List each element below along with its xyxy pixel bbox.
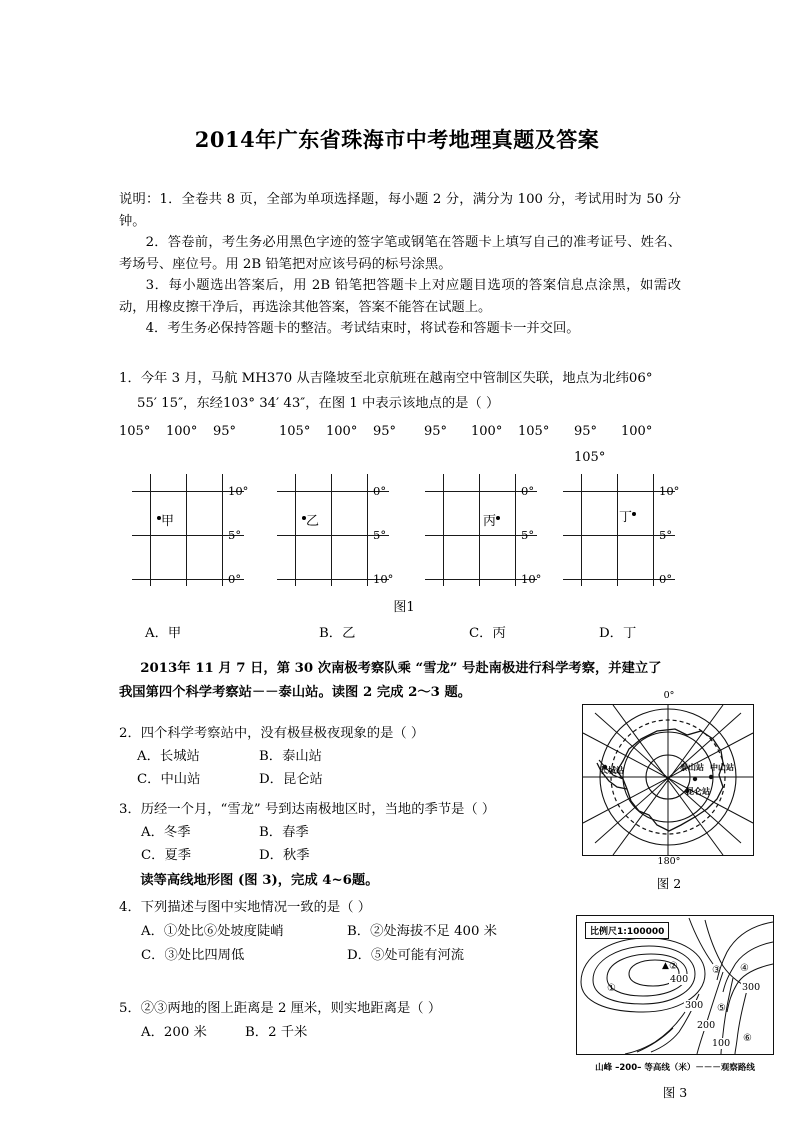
grid-box-jia (132, 474, 249, 586)
question-2-option-b[interactable]: B．泰山站 (259, 749, 322, 764)
question-1-stem (119, 366, 685, 416)
grid-vline (617, 474, 618, 586)
question-4-option-row-1 (119, 920, 579, 944)
grid-vline (653, 474, 654, 586)
page-title: 2014年广东省珠海市中考地理真题及答案 (194, 127, 600, 152)
degree-value: 105° (119, 424, 151, 439)
grid-label: 0° (521, 484, 535, 498)
station-dot-taishan (693, 777, 697, 781)
contour-label-300-left: 300 (685, 1000, 704, 1011)
grid-point-bing (483, 510, 500, 529)
question-3-option-row-1 (119, 821, 559, 844)
grid-vline (515, 474, 516, 586)
question-5-option-b[interactable]: B．2 千米 (245, 1025, 308, 1040)
question-4-option-a[interactable]: A．①处比⑥处坡度陡峭 (141, 924, 284, 939)
grid-point-label: 甲 (161, 514, 175, 529)
question-1-option-b[interactable]: B．乙 (319, 626, 356, 641)
instruction-line-1: 说明：1．全卷共 8 页，全部为单项选择题，每小题 2 分，满分为 100 分，考试用时为 50 分钟。 (119, 192, 681, 229)
question-3-option-a[interactable]: A．冬季 (141, 825, 191, 840)
point-marker-6: ⑥ (743, 1033, 752, 1044)
question-2-option-row-2 (119, 768, 559, 791)
question-1-degree-row (119, 419, 689, 471)
question-3 (119, 798, 559, 867)
figure-3-caption: 图 3 (662, 1085, 688, 1100)
grid-label: 0° (228, 572, 242, 586)
degree-value: 95° (373, 424, 397, 439)
grid-box-ding (563, 474, 680, 586)
grid-point-jia (157, 510, 174, 529)
degree-group-2 (279, 419, 424, 445)
grid-vline (150, 474, 151, 586)
degree-value: 100° (166, 424, 198, 439)
degree-value: 105° (574, 450, 606, 465)
question-1-option-a[interactable]: A．甲 (145, 626, 182, 641)
grid-point-label: 乙 (306, 514, 320, 529)
question-2 (119, 722, 559, 791)
question-2-option-c[interactable]: C．中山站 (137, 772, 201, 787)
figure-3 (576, 915, 776, 1115)
question-4-option-b[interactable]: B．②处海拔不足 400 米 (347, 924, 497, 939)
station-label-zhongshan: 中山站 (710, 763, 734, 772)
degree-value: 95° (424, 424, 448, 439)
question-5-option-row-1 (119, 1021, 579, 1045)
question-5 (119, 997, 579, 1045)
question-3-option-b[interactable]: B．春季 (259, 825, 309, 840)
grid-point-yi (302, 510, 319, 529)
contour-label-200: 200 (697, 1020, 716, 1031)
question-2-stem: 2．四个科学考察站中，没有极昼极夜现象的是（ ） (119, 726, 425, 741)
peak-symbol-icon: ▲ (662, 961, 669, 971)
degree-value: 100° (621, 424, 653, 439)
point-marker-2: ② (669, 961, 678, 972)
grid-label: 10° (373, 572, 394, 586)
grid-label: 0° (659, 572, 673, 586)
scale-box: 比例尺1:100000 (585, 922, 669, 939)
station-label-changcheng: 长城站 (600, 766, 624, 775)
question-1-stem-line-1: 1．今年 3 月，马航 MH370 从吉隆坡至北京航班在越南空中管制区失联，地点为北纬06° (119, 371, 653, 386)
figure-2-bottom-label: 180° (657, 856, 681, 867)
grid-box-bing (425, 474, 542, 586)
grid-vline (222, 474, 223, 586)
point-marker-4: ④ (740, 963, 749, 974)
point-marker-1: ① (607, 983, 616, 994)
grid-vline (581, 474, 582, 586)
question-3-stem: 3．历经一个月，“雪龙” 号到达南极地区时，当地的季节是（ ） (119, 802, 496, 817)
grid-box-yi (277, 474, 394, 586)
grid-label: 5° (659, 528, 673, 542)
degree-value: 100° (471, 424, 503, 439)
grid-point-label: 丁 (619, 510, 633, 525)
figure-2-map-frame (582, 704, 754, 856)
instruction-line-2: 2．答卷前，考生务必用黑色字迹的签字笔或钢笔在答题卡上填写自己的准考证号、姓名、考场号、座位号。用 2B 铅笔把对应该号码的标号涂黑。 (119, 235, 681, 272)
question-5-stem: 5．②③两地的图上距离是 2 厘米，则实地距离是（ ） (119, 1001, 442, 1016)
question-1-option-d[interactable]: D．丁 (599, 626, 637, 641)
point-marker-3: ③ (712, 965, 721, 976)
point-dot-icon (632, 512, 636, 516)
instruction-line-4: 4．考生务必保持答题卡的整洁。考试结束时，将试卷和答题卡一并交回。 (145, 321, 580, 336)
degree-value: 95° (213, 424, 237, 439)
degree-group-3 (424, 419, 574, 445)
question-1-stem-line-2: 55′ 15″，东经103° 34′ 43″，在图 1 中表示该地点的是（ ） (137, 396, 500, 411)
antarctic-intro-line-1: 2013年 11 月 7 日，第 30 次南极考察队乘 “雪龙” 号赴南极进行科学考察，并建立了 (140, 661, 662, 676)
question-2-option-row-1 (119, 745, 559, 768)
question-1-option-c[interactable]: C．丙 (469, 626, 506, 641)
question-3-option-d[interactable]: D．秋季 (259, 848, 310, 863)
station-dot-zhongshan (709, 775, 713, 779)
question-4-option-row-2 (119, 944, 579, 968)
contour-label-100: 100 (712, 1038, 731, 1049)
grid-point-ding (619, 506, 636, 525)
question-2-option-d[interactable]: D．昆仑站 (259, 772, 323, 787)
grid-label: 10° (659, 484, 680, 498)
contour-label-300-right: 300 (742, 982, 761, 993)
question-3-option-c[interactable]: C．夏季 (141, 848, 192, 863)
degree-value: 105° (518, 424, 550, 439)
antarctic-intro-line-2: 我国第四个科学考察站－－泰山站。读图 2 完成 2～3 题。 (119, 685, 472, 700)
station-label-kunlun: 昆仑站 (686, 787, 710, 796)
degree-group-4 (574, 419, 684, 471)
antarctic-map-svg (583, 705, 753, 855)
grid-vline (331, 474, 332, 586)
grid-label: 0° (373, 484, 387, 498)
degree-value: 100° (326, 424, 358, 439)
grid-label: 10° (228, 484, 249, 498)
question-3-option-row-2 (119, 844, 559, 867)
grid-point-label: 丙 (483, 514, 497, 529)
figure-2-caption: 图 2 (656, 876, 682, 891)
figure-3-legend: 山峰 –200– 等高线（米）－－－观察路线 (595, 1063, 755, 1073)
figure-3-map-frame (576, 915, 774, 1055)
question-4 (119, 896, 579, 968)
degree-value: 95° (574, 424, 598, 439)
grid-vline (479, 474, 480, 586)
question-4-stem: 4．下列描述与图中实地情况一致的是（ ） (119, 900, 372, 915)
point-dot-icon (496, 516, 500, 520)
question-5-option-a[interactable]: A．200 米 (141, 1025, 207, 1040)
instructions-block (119, 189, 681, 340)
degree-value: 105° (279, 424, 311, 439)
instruction-line-3: 3．每小题选出答案后，用 2B 铅笔把答题卡上对应题目选项的答案信息点涂黑，如需改动，用橡皮擦干净后，再选涂其他答案，答案不能答在试题上。 (119, 278, 681, 315)
question-4-option-d[interactable]: D．⑤处可能有河流 (347, 948, 465, 963)
contour-intro: 读等高线地形图 (图 3)，完成 4~6题。 (140, 873, 379, 888)
grid-vline (367, 474, 368, 586)
figure-1 (119, 474, 689, 592)
grid-label: 5° (521, 528, 535, 542)
grid-vline (443, 474, 444, 586)
figure-1-caption: 图1 (393, 600, 415, 615)
grid-vline (186, 474, 187, 586)
point-marker-5: ⑤ (717, 1003, 726, 1014)
grid-vline (295, 474, 296, 586)
contour-label-400: 400 (670, 974, 689, 985)
question-4-option-c[interactable]: C．③处比四周低 (141, 948, 245, 963)
degree-group-1 (119, 419, 279, 445)
grid-label: 10° (521, 572, 542, 586)
question-2-option-a[interactable]: A．长城站 (137, 749, 200, 764)
figure-2 (576, 690, 762, 894)
grid-label: 5° (373, 528, 387, 542)
station-label-taishan: 泰山站 (680, 763, 704, 772)
grid-label: 5° (228, 528, 242, 542)
figure-2-top-label: 0° (663, 690, 675, 701)
